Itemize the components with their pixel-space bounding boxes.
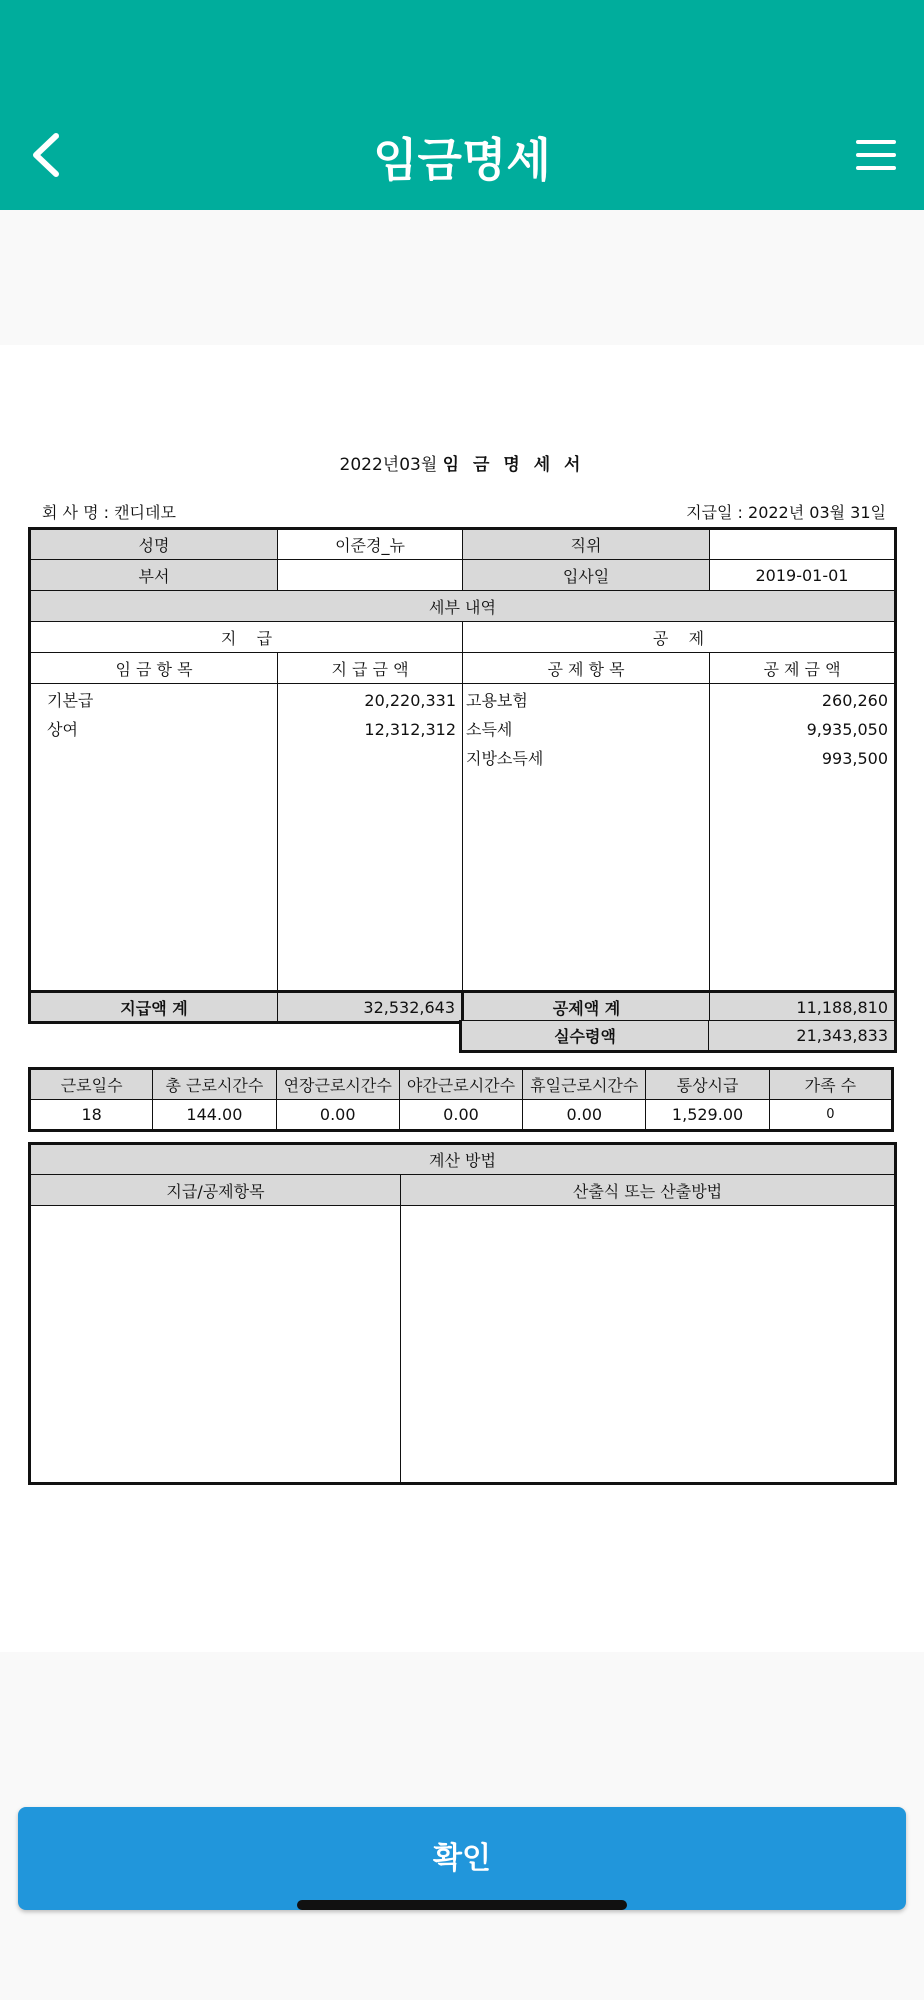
hours-header: 야간근로시간수: [399, 1069, 522, 1100]
pay-total: 32,532,643: [278, 992, 463, 1023]
hours-value: 18: [30, 1100, 153, 1131]
calc-col-method: 산출식 또는 산출방법: [401, 1175, 896, 1206]
deduct-amounts: 260,260 9,935,050 993,500: [710, 684, 896, 992]
calc-col-item: 지급/공제항목: [30, 1175, 401, 1206]
hours-header: 총 근로시간수: [153, 1069, 276, 1100]
calc-item-cell: [30, 1206, 401, 1484]
payslip-document: [0, 345, 924, 1652]
calc-title: 계산 방법: [30, 1144, 896, 1175]
hours-header: 통상시급: [646, 1069, 769, 1100]
net-pay-table: [459, 1020, 897, 1053]
confirm-button[interactable]: 확인: [18, 1807, 906, 1910]
pay-amounts: 20,220,331 12,312,312: [278, 684, 463, 992]
hours-header: 휴일근로시간수: [523, 1069, 646, 1100]
pay-header: 지 급: [30, 622, 463, 653]
hire-label: 입사일: [463, 560, 710, 591]
work-hours-table: [28, 1067, 894, 1132]
deduct-item-col: 공 제 항 목: [463, 653, 710, 684]
page-title: 임금명세: [373, 133, 551, 187]
hours-value: 144.00: [153, 1100, 276, 1131]
hours-value: 1,529.00: [646, 1100, 769, 1131]
pay-amount-col: 지 급 금 액: [278, 653, 463, 684]
hamburger-menu-icon[interactable]: [856, 140, 896, 170]
hours-header: 가족 수: [769, 1069, 892, 1100]
payslip-table: [28, 527, 897, 1024]
hours-value: 0: [769, 1100, 892, 1131]
deduct-total-label: 공제액 계: [463, 992, 710, 1023]
deduct-amount-col: 공 제 금 액: [710, 653, 896, 684]
hours-value: 0.00: [399, 1100, 522, 1131]
hours-header: 근로일수: [30, 1069, 153, 1100]
deduct-items: 고용보험 소득세 지방소득세: [463, 684, 710, 992]
pay-date: 지급일 : 2022년 03월 31일: [686, 503, 886, 522]
home-indicator: [297, 1900, 627, 1910]
deduct-header: 공 제: [463, 622, 896, 653]
pay-item-col: 임 금 항 목: [30, 653, 278, 684]
position-value: [710, 529, 896, 560]
dept-value: [278, 560, 463, 591]
net-value: 21,343,833: [709, 1021, 896, 1052]
deduct-total: 11,188,810: [710, 992, 896, 1023]
pay-items: 기본급 상여: [30, 684, 278, 992]
title-text: 임 금 명 세 서: [442, 455, 585, 475]
hours-header: 연장근로시간수: [276, 1069, 399, 1100]
document-title: [0, 450, 924, 475]
net-label: 실수령액: [461, 1021, 709, 1052]
name-value: 이준경_뉴: [278, 529, 463, 560]
calc-method-cell: [401, 1206, 896, 1484]
hours-value: 0.00: [523, 1100, 646, 1131]
app-header: [0, 0, 924, 210]
hire-value: 2019-01-01: [710, 560, 896, 591]
position-label: 직위: [463, 529, 710, 560]
pay-total-label: 지급액 계: [30, 992, 278, 1023]
calc-method-table: [28, 1142, 897, 1485]
name-label: 성명: [30, 529, 278, 560]
detail-title: 세부 내역: [30, 591, 896, 622]
title-month: 2022년03월: [339, 455, 438, 475]
dept-label: 부서: [30, 560, 278, 591]
hours-value: 0.00: [276, 1100, 399, 1131]
company-name: 회 사 명 : 캔디데모: [42, 503, 176, 522]
